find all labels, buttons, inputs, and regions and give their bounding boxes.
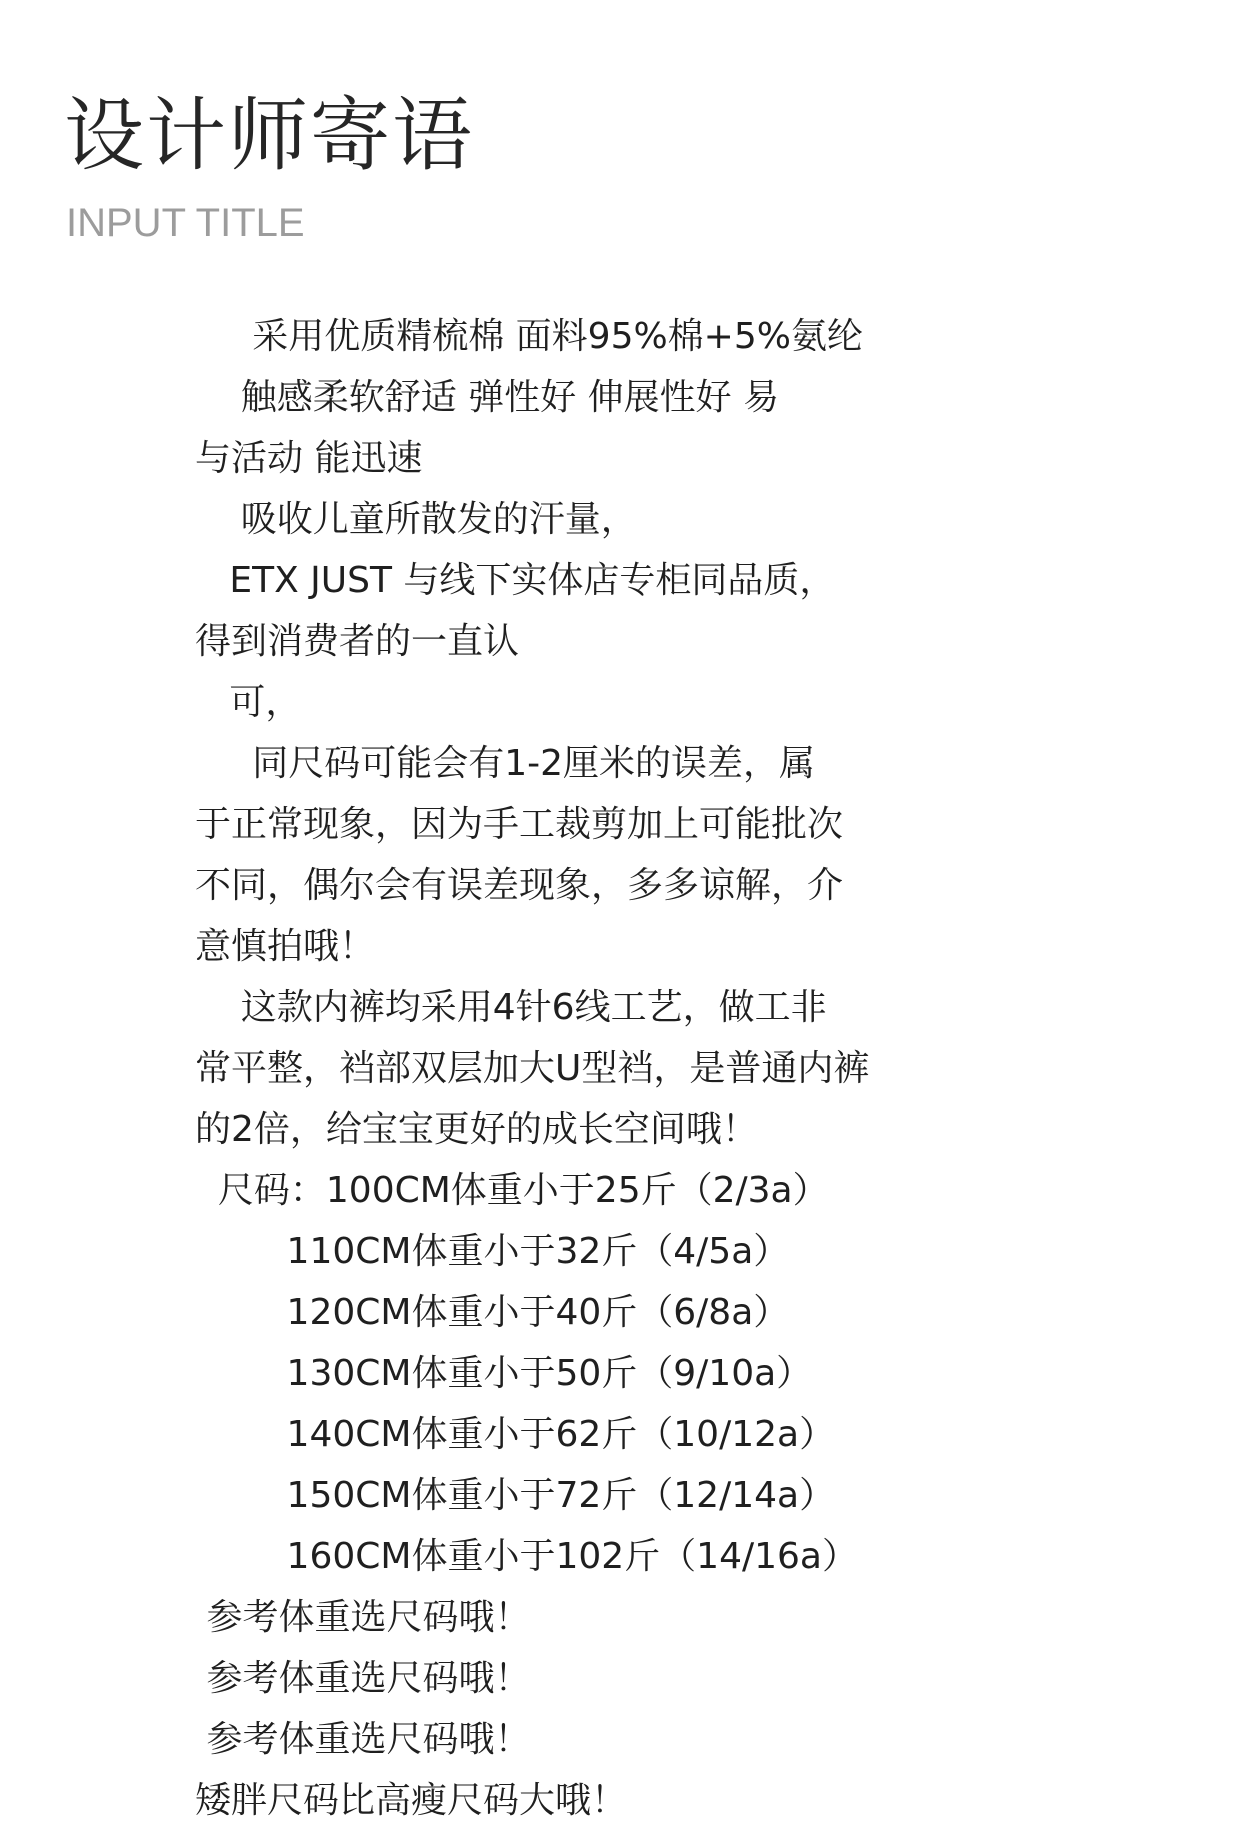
body-line: 采用优质精梳棉 面料95%棉+5%氨纶 bbox=[195, 316, 863, 357]
body-line: 触感柔软舒适 弹性好 伸展性好 易 bbox=[195, 377, 780, 418]
size-line: 140CM体重小于62斤（10/12a） bbox=[195, 1414, 836, 1455]
body-line: 吸收儿童所散发的汗量， bbox=[195, 499, 637, 540]
body-line: 参考体重选尺码哦！ bbox=[195, 1658, 531, 1699]
body-line: 的2倍，给宝宝更好的成长空间哦！ bbox=[195, 1109, 758, 1150]
body-line: 可， bbox=[195, 682, 302, 723]
body-line: 同尺码可能会有1-2厘米的误差，属 bbox=[195, 743, 816, 784]
body-line: ETX JUST 与线下实体店专柜同品质， bbox=[195, 560, 836, 601]
size-line: 160CM体重小于102斤（14/16a） bbox=[195, 1536, 858, 1577]
page-title: 设计师寄语 bbox=[64, 89, 474, 182]
body-line: 于正常现象，因为手工裁剪加上可能批次 bbox=[195, 804, 844, 845]
body-line: 意慎拍哦！ bbox=[195, 926, 376, 967]
body-line: 参考体重选尺码哦！ bbox=[195, 1597, 531, 1638]
size-line: 110CM体重小于32斤（4/5a） bbox=[195, 1231, 790, 1272]
size-line: 130CM体重小于50斤（9/10a） bbox=[195, 1353, 813, 1394]
size-line: 150CM体重小于72斤（12/14a） bbox=[195, 1475, 836, 1516]
body-line: 不同，偶尔会有误差现象，多多谅解，介 bbox=[195, 865, 844, 906]
body-line: 与活动 能迅速 bbox=[195, 438, 423, 479]
body-line: 参考体重选尺码哦！ bbox=[195, 1719, 531, 1760]
page-subtitle: INPUT TITLE bbox=[66, 201, 305, 245]
size-line: 120CM体重小于40斤（6/8a） bbox=[195, 1292, 790, 1333]
size-line: 尺码：100CM体重小于25斤（2/3a） bbox=[195, 1170, 829, 1211]
body-line: 得到消费者的一直认 bbox=[195, 621, 520, 662]
description-body bbox=[195, 306, 965, 1831]
body-line: 这款内裤均采用4针6线工艺，做工非 bbox=[195, 987, 827, 1028]
body-line: 常平整，裆部双层加大U型裆，是普通内裤 bbox=[195, 1048, 870, 1089]
body-line: 矮胖尺码比高瘦尺码大哦！ bbox=[195, 1780, 628, 1821]
